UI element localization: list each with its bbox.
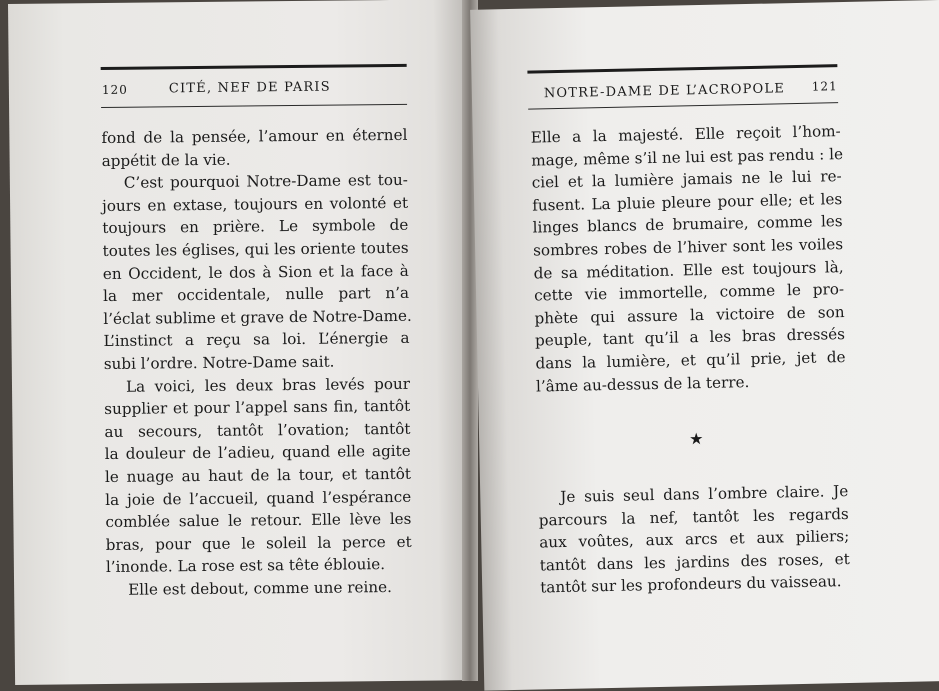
- text-line: au secours, tantôt l’ovation; tantôt: [104, 419, 411, 441]
- text-line: ciel et la lumière jamais ne le lui re-: [531, 167, 842, 192]
- text-line: supplier et pour l’appel sans fin, tantôt: [104, 396, 411, 419]
- text-line: C’est pourquoi Notre-Dame est tou-: [123, 171, 408, 192]
- text-line: dans la lumière, et qu’il prie, jet de: [535, 347, 846, 373]
- header-rule-bottom: [101, 104, 407, 108]
- text-line: la joie de l’accueil, quand l’espérance: [105, 487, 412, 509]
- text-line: peuple, tant qu’il a les bras dressés: [534, 325, 846, 350]
- text-line: appétit de la vie.: [101, 150, 231, 170]
- text-line: fusent. La pluie pleure pour elle; et les: [532, 189, 843, 215]
- text-line: l’âme au-dessus de la terre.: [535, 372, 750, 396]
- text-line: La voici, les deux bras levés pour: [125, 374, 411, 396]
- text-line: tantôt sur les profondeurs du vaisseau.: [540, 572, 842, 597]
- right-body-text-2: [538, 480, 850, 599]
- text-line: mage, même s’il ne lui est pas rendu : le: [531, 144, 844, 170]
- text-line: en Occident, le dos à Sion et la face à: [102, 261, 409, 283]
- header-rule-top: [101, 64, 407, 70]
- text-line: Elle a la majesté. Elle reçoit l’hom-: [530, 122, 841, 147]
- text-line: l’inonde. La rose est sa tête éblouie.: [105, 555, 386, 577]
- right-page: [470, 0, 939, 691]
- text-line: aux voûtes, aux arcs et aux piliers;: [539, 527, 850, 552]
- text-line: toutes les églises, qui les oriente toutes: [102, 238, 409, 260]
- text-line: linges blancs de brumaire, comme les: [532, 212, 843, 237]
- text-line: Elle est debout, comme une reine.: [128, 577, 393, 599]
- text-line: bras, pour que le soleil la perce et: [105, 532, 412, 554]
- text-line: comblée salue le retour. Elle lève les: [105, 509, 412, 532]
- page-number-right: 121: [811, 79, 838, 94]
- text-line: cette vie immortelle, comme le pro-: [533, 280, 845, 305]
- right-body-text: [531, 120, 847, 398]
- text-line: L’instinct a reçu sa loi. L’énergie a: [103, 329, 410, 351]
- text-line: la mer occidentale, nulle part n’a: [102, 283, 410, 306]
- text-line: de sa méditation. Elle est toujours là,: [533, 257, 844, 283]
- text-line: parcours la nef, tantôt les regards: [538, 504, 849, 530]
- page-number-left: 120: [101, 82, 128, 98]
- text-line: fond de la pensée, l’amour en éternel: [101, 125, 408, 148]
- text-line: tantôt dans les jardins des roses, et: [539, 549, 850, 575]
- header-rule-bottom: [528, 102, 838, 109]
- left-page: [8, 0, 477, 685]
- text-line: toujours en prière. Le symbole de: [102, 216, 409, 238]
- text-line: sombres robes de l’hiver sont les voiles: [532, 235, 844, 260]
- header-rule-top: [527, 64, 837, 73]
- running-head-left: CITÉ, NEF DE PARIS: [168, 79, 331, 97]
- left-body-text: [101, 124, 412, 602]
- section-separator-star: ★: [688, 429, 704, 449]
- running-head-right: NOTRE-DAME DE L’ACROPOLE: [543, 81, 786, 102]
- text-line: jours en extase, toujours en volonté et: [102, 193, 409, 215]
- text-line: le nuage au haut de la tour, et tantôt: [104, 464, 412, 486]
- text-line: l’éclat sublime et grave de Notre-Dame.: [103, 306, 412, 328]
- text-line: phète qui assure la victoire de son: [534, 302, 845, 328]
- text-line: Je suis seul dans l’ombre claire. Je: [560, 482, 849, 507]
- text-line: la douleur de l’adieu, quand elle agite: [104, 442, 411, 464]
- text-line: subi l’ordre. Notre-Dame sait.: [103, 352, 335, 373]
